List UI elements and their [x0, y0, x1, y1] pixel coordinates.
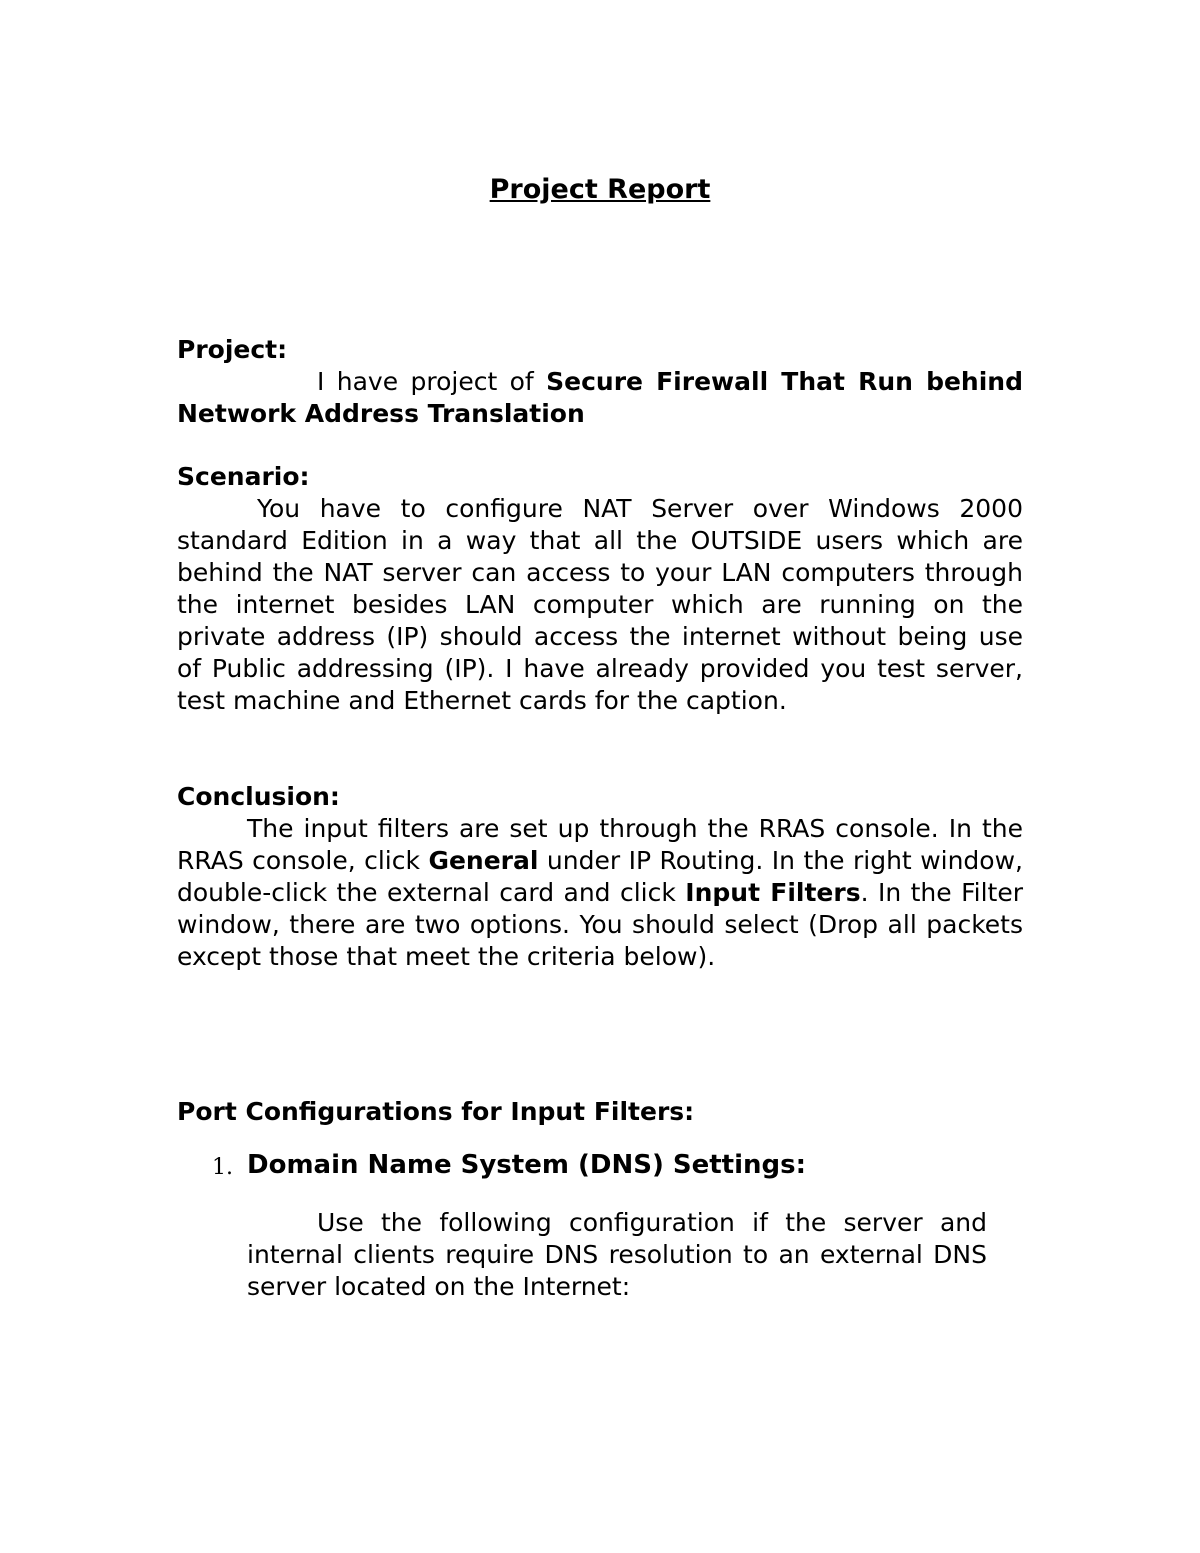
project-text: I have project of	[317, 367, 547, 396]
conclusion-section	[177, 781, 1023, 973]
list-item-number: 1.	[212, 1155, 233, 1180]
port-config-section	[177, 1096, 1023, 1128]
conclusion-bold-general: General	[428, 846, 539, 875]
list-item-paragraph: Use the following configuration if the server and internal clients require DNS resolution to an external DNS server located on the Internet:	[247, 1208, 987, 1301]
conclusion-text-3: . In the Filter window, there are two options. You should select (Drop all packets except those that meet the criteria below).	[177, 878, 1024, 971]
conclusion-heading: Conclusion:	[177, 782, 340, 811]
conclusion-paragraph	[177, 813, 1023, 973]
port-config-heading: Port Configurations for Input Filters:	[177, 1097, 695, 1126]
list-item-heading: Domain Name System (DNS) Settings:	[247, 1150, 806, 1180]
scenario-heading: Scenario:	[177, 462, 310, 491]
project-title-bold: Secure Firewall That Run behind Network Address Translation	[177, 367, 1023, 428]
conclusion-text-1: The input filters are set up through the RRAS console. In the RRAS console, click	[177, 814, 1023, 875]
scenario-paragraph: You have to configure NAT Server over Windows 2000 standard Edition in a way that all the OUTSIDE users which are behind the NAT server can access to your LAN computers through the internet besides LAN computer which are running on the private address (IP) should access the internet without being use of Public addressing (IP). I have already provided you test server, test machine and Ethernet cards for the caption.	[177, 494, 1023, 715]
project-paragraph	[177, 366, 1023, 430]
page-title: Project Report	[489, 174, 711, 205]
conclusion-text-2: under IP Routing. In the right window, double-click the external card and click	[177, 846, 1023, 907]
scenario-section	[177, 461, 1023, 717]
conclusion-bold-input-filters: Input Filters	[685, 878, 861, 907]
project-heading: Project:	[177, 335, 288, 364]
project-section	[177, 334, 1023, 430]
